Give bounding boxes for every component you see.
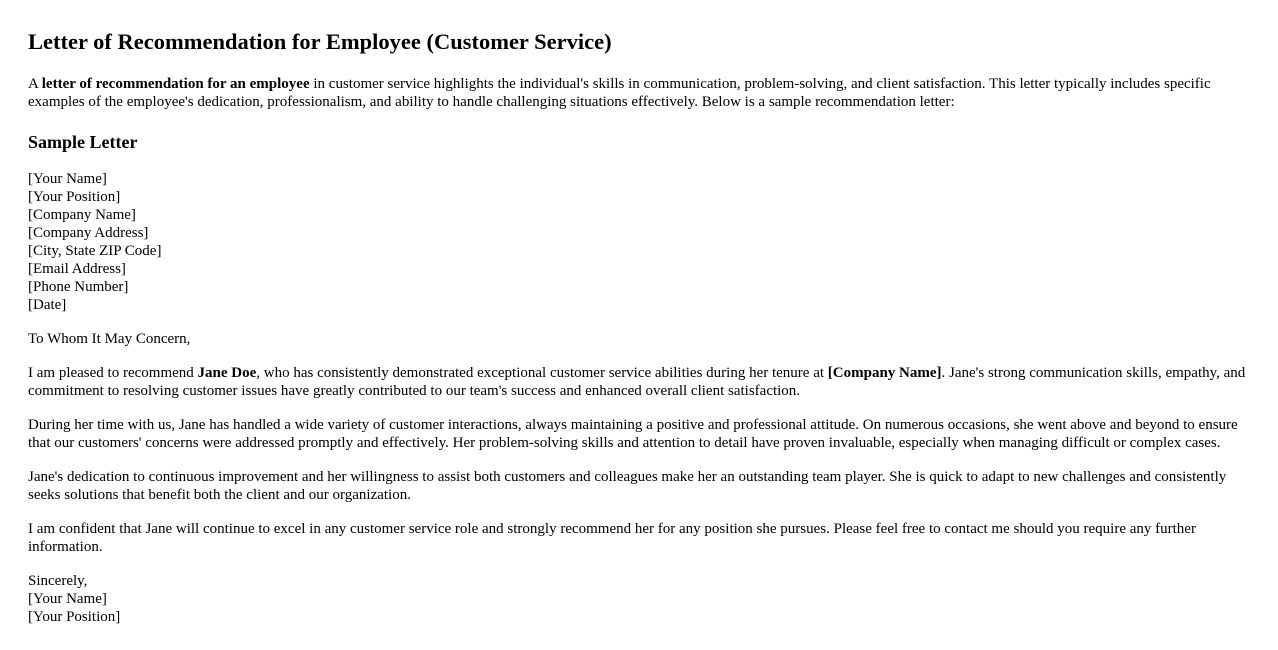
p1-part1: I am pleased to recommend <box>28 365 198 381</box>
sender-line: [Email Address] <box>28 261 126 277</box>
closing-position: [Your Position] <box>28 609 121 625</box>
sender-block <box>28 170 1250 314</box>
sender-line: [Company Address] <box>28 225 149 241</box>
p1-part3: . Jane's strong communication skills, empathy, and commitment to resolving customer issues have greatly contributed to our team's success and enhanced overall client satisfaction. <box>28 365 1246 399</box>
salutation: To Whom It May Concern, <box>28 331 191 347</box>
sender-line: [Your Position] <box>28 189 121 205</box>
intro-suffix: in customer service highlights the individual's skills in communication, problem-solving, and client satisfaction. This letter typically includes specific examples of the employee's dedication, professionalism, and ability to handle challenging situations effectively. Below is a sample recommendation letter: <box>28 76 1211 110</box>
body-paragraph-4: I am confident that Jane will continue to excel in any customer service role and strongly recommend her for any position she pursues. Please feel free to contact me should you require any further information. <box>28 521 1196 555</box>
company-name: [Company Name] <box>827 365 942 381</box>
section-heading: Sample Letter <box>28 132 138 152</box>
closing-block <box>28 572 1250 626</box>
employee-name: Jane Doe <box>197 365 257 381</box>
intro-prefix: A <box>28 76 42 92</box>
sender-line: [Date] <box>28 297 67 313</box>
sender-line: [City, State ZIP Code] <box>28 243 162 259</box>
body-paragraph-1 <box>28 364 1250 400</box>
body-paragraph-2: During her time with us, Jane has handled a wide variety of customer interactions, always maintaining a positive and professional attitude. On numerous occasions, she went above and beyond to ensure that our customers' concerns were addressed promptly and effectively. Her problem-solving skills and attention to detail have proven invaluable, especially when managing difficult or complex cases. <box>28 417 1238 451</box>
p1-part2: , who has consistently demonstrated exceptional customer service abilities during her tenure at <box>256 365 828 381</box>
body-paragraph-3: Jane's dedication to continuous improvement and her willingness to assist both customers and colleagues make her an outstanding team player. She is quick to adapt to new challenges and consistently seeks solutions that benefit both the client and our organization. <box>28 469 1227 503</box>
signoff: Sincerely, <box>28 573 88 589</box>
sender-line: [Your Name] <box>28 171 107 187</box>
page-title: Letter of Recommendation for Employee (Customer Service) <box>28 29 612 54</box>
sender-line: [Company Name] <box>28 207 136 223</box>
intro-paragraph <box>28 75 1250 111</box>
closing-name: [Your Name] <box>28 591 107 607</box>
sender-line: [Phone Number] <box>28 279 129 295</box>
intro-bold-phrase: letter of recommendation for an employee <box>41 76 310 92</box>
